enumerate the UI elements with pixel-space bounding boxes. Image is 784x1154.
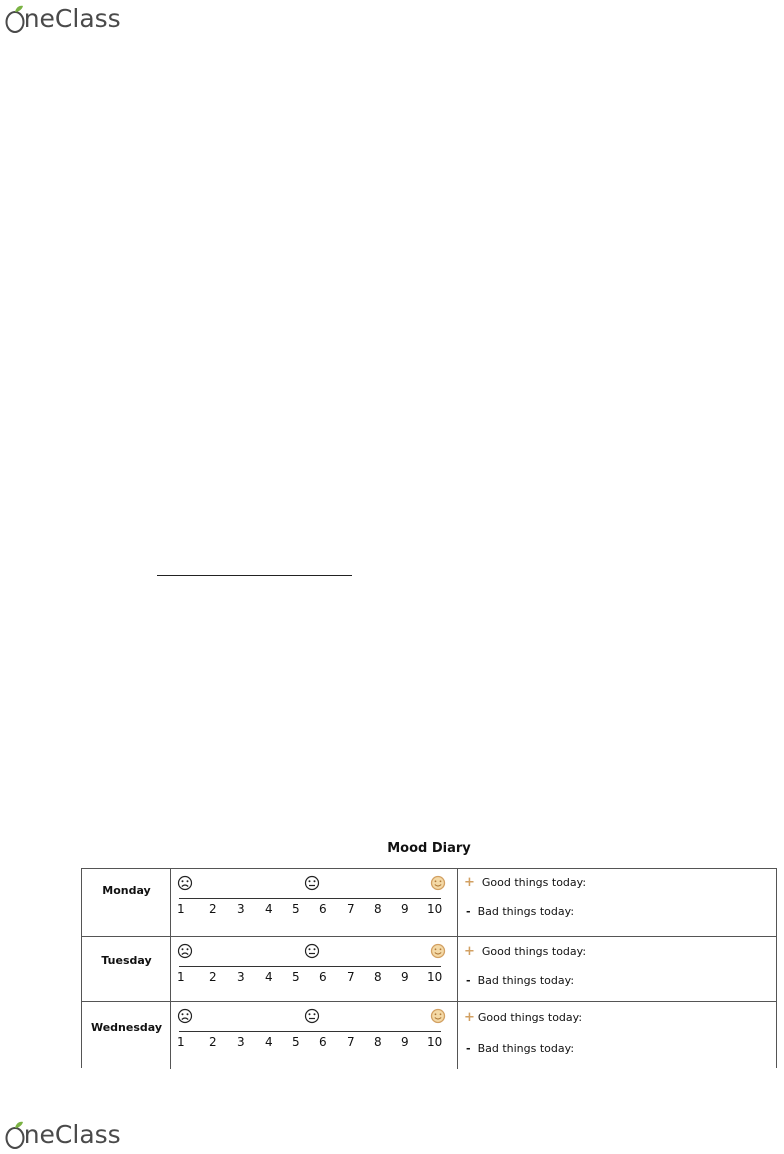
scale-number: 1 <box>177 902 185 916</box>
bad-things-entry <box>464 974 574 987</box>
scale-number: 8 <box>374 970 382 984</box>
oneclass-logo-text <box>4 1120 121 1150</box>
neutral-face-icon <box>304 943 320 959</box>
scale-number: 3 <box>237 970 245 984</box>
happy-face-icon <box>430 875 446 891</box>
things-cell <box>458 869 776 936</box>
brand-rest: neClass <box>23 4 121 33</box>
oneclass-logo-top <box>4 4 144 38</box>
scale-number: 5 <box>292 902 300 916</box>
scale-number: 4 <box>265 902 273 916</box>
blank-underline <box>157 575 352 576</box>
brand-initial <box>4 1120 24 1149</box>
brand-name <box>4 1120 121 1149</box>
minus-icon: - <box>466 1042 471 1055</box>
bad-things-label: Bad things today: <box>477 905 575 918</box>
scale-number: 6 <box>319 970 327 984</box>
scale-number: 5 <box>292 970 300 984</box>
scale-number: 6 <box>319 902 327 916</box>
good-things-label: Good things today: <box>481 876 587 889</box>
plus-icon: + <box>464 944 475 959</box>
good-things-label: Good things today: <box>477 1011 583 1024</box>
scale-number: 8 <box>374 1035 382 1049</box>
day-cell <box>82 1002 171 1069</box>
plus-icon: + <box>464 875 475 890</box>
things-cell <box>458 1002 776 1069</box>
scale-number: 8 <box>374 902 382 916</box>
scale-line <box>179 966 441 967</box>
bad-things-entry <box>464 905 574 918</box>
diary-row-tuesday <box>82 937 776 1002</box>
day-label-tuesday: Tuesday <box>101 954 152 967</box>
mood-diary-title: Mood Diary <box>387 841 471 856</box>
day-cell <box>82 869 171 936</box>
diary-row-wednesday <box>82 1002 776 1069</box>
scale-number: 1 <box>177 970 185 984</box>
mood-scale <box>171 1002 458 1069</box>
scale-number: 10 <box>427 1035 443 1049</box>
oneclass-logo-bottom <box>4 1120 144 1154</box>
scale-number: 9 <box>401 902 409 916</box>
bad-things-label: Bad things today: <box>477 974 575 987</box>
brand-initial <box>4 4 24 33</box>
scale-number: 7 <box>347 1035 355 1049</box>
bad-things-entry <box>464 1042 574 1055</box>
scale-line <box>179 898 441 899</box>
scale-number: 3 <box>237 1035 245 1049</box>
scale-number: 5 <box>292 1035 300 1049</box>
brand-rest: neClass <box>23 1120 121 1149</box>
scale-number: 4 <box>265 970 273 984</box>
day-label-monday: Monday <box>102 884 151 897</box>
day-cell <box>82 937 171 1001</box>
plus-icon: + <box>464 1010 475 1025</box>
scale-number: 2 <box>209 1035 217 1049</box>
scale-number: 9 <box>401 970 409 984</box>
mood-scale <box>171 869 458 936</box>
bad-things-label: Bad things today: <box>477 1042 575 1055</box>
diary-row-monday <box>82 869 776 937</box>
good-things-entry <box>464 944 586 959</box>
neutral-face-icon <box>304 875 320 891</box>
happy-face-icon <box>430 943 446 959</box>
scale-number: 9 <box>401 1035 409 1049</box>
brand-name <box>4 4 121 33</box>
good-things-label: Good things today: <box>481 945 587 958</box>
scale-number: 7 <box>347 970 355 984</box>
scale-number: 7 <box>347 902 355 916</box>
oneclass-logo-text <box>4 4 121 34</box>
good-things-entry <box>464 1010 582 1025</box>
minus-icon: - <box>466 974 471 987</box>
neutral-face-icon <box>304 1008 320 1024</box>
scale-number: 1 <box>177 1035 185 1049</box>
scale-number: 2 <box>209 902 217 916</box>
good-things-entry <box>464 875 586 890</box>
scale-line <box>179 1031 441 1032</box>
scale-number: 10 <box>427 902 443 916</box>
things-cell <box>458 937 776 1001</box>
scale-number: 6 <box>319 1035 327 1049</box>
sad-face-icon <box>177 875 193 891</box>
minus-icon: - <box>466 905 471 918</box>
scale-number: 10 <box>427 970 443 984</box>
day-label-wednesday: Wednesday <box>90 1021 163 1034</box>
scale-number: 3 <box>237 902 245 916</box>
mood-diary-table <box>81 868 777 1068</box>
mood-scale <box>171 937 458 1001</box>
scale-number: 2 <box>209 970 217 984</box>
sad-face-icon <box>177 1008 193 1024</box>
scale-number: 4 <box>265 1035 273 1049</box>
sad-face-icon <box>177 943 193 959</box>
happy-face-icon <box>430 1008 446 1024</box>
